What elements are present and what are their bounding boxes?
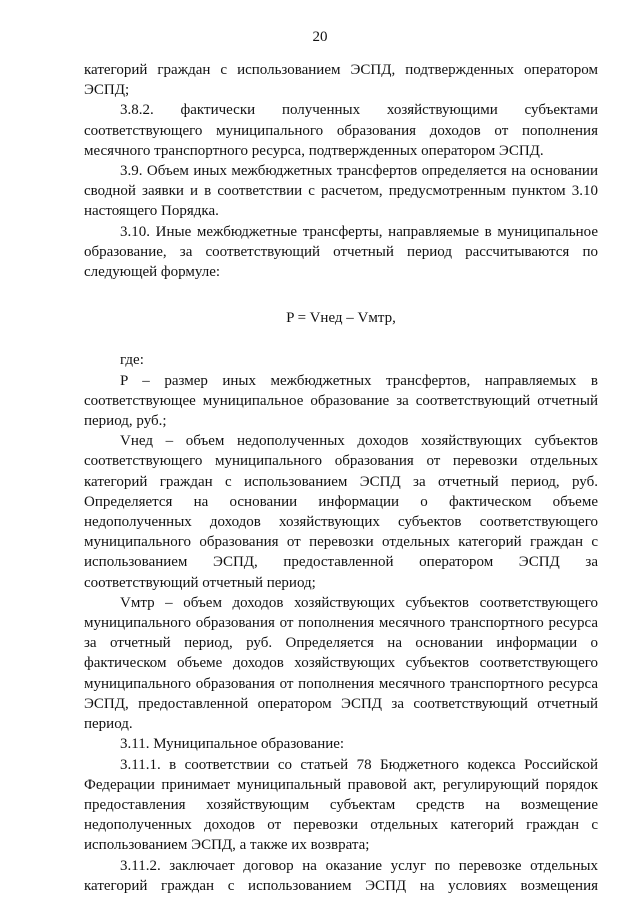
paragraph-3-9: 3.9. Объем иных межбюджетных трансфертов определяется на основании сводной заявки и в соответствии с расчетом, предусмотренным пунктом 3.10 настоящего Порядка. — [84, 163, 598, 220]
formula: P = Vнед – Vмтр, — [286, 310, 396, 327]
paragraph-continuation: категорий граждан с использованием ЭСПД, подтвержденных оператором ЭСПД; — [84, 62, 598, 99]
document-body — [84, 60, 598, 896]
paragraph-3-8-2: 3.8.2. фактически полученных хозяйствующими субъектами соответствующего муниципального образования доходов от пополнения месячного транспортного ресурса, подтвержденных оператором ЭСПД. — [84, 102, 598, 159]
definition-vned: Vнед – объем недополученных доходов хозяйствующих субъектов соответствующего муниципального образования от перевозки отдельных категорий граждан с использованием ЭСПД за отчетный период, руб. Определяется на основании информации о фактическом объеме недополученных доходов хозяйствующих субъектов соответствующего муниципального образования от перевозки отдельных категорий граждан с использованием ЭСПД, предоставленной оператором ЭСПД за соответствующий отчетный период; — [84, 433, 598, 591]
paragraph-3-10: 3.10. Иные межбюджетные трансферты, направляемые в муниципальное образование, за соответствующий отчетный период рассчитываются по следующей формуле: — [84, 223, 598, 281]
paragraph-3-11: 3.11. Муниципальное образование: — [120, 736, 345, 753]
paragraph-3-11-2: 3.11.2. заключает договор на оказание услуг по перевозке отдельных категорий граждан с использованием ЭСПД на условиях возмещения — [84, 857, 598, 894]
page-number: 20 — [312, 29, 328, 45]
where-label: где: — [120, 352, 144, 369]
definition-p: P – размер иных межбюджетных трансфертов, направляемых в соответствующее муниципальное образование за соответствующий отчетный период, руб.; — [84, 372, 598, 430]
paragraph-3-11-1: 3.11.1. в соответствии со статьей 78 Бюджетного кодекса Российской Федерации принимает муниципальный правовой акт, регулирующий порядок предоставления хозяйствующим субъектам средств на возмещение недополученных доходов от перевозки отдельных категорий граждан с использованием ЭСПД, а также их возврата; — [84, 756, 598, 854]
definition-vmtr: Vмтр – объем доходов хозяйствующих субъектов соответствующего муниципального образования от пополнения месячного транспортного ресурса за отчетный период, руб. Определяется на основании информации о фактическом объеме доходов хозяйствующих субъектов соответствующего муниципального образования от пополнения месячного транспортного ресурса ЭСПД, предоставленной оператором ЭСПД за соответствующий отчетный период. — [84, 594, 598, 733]
